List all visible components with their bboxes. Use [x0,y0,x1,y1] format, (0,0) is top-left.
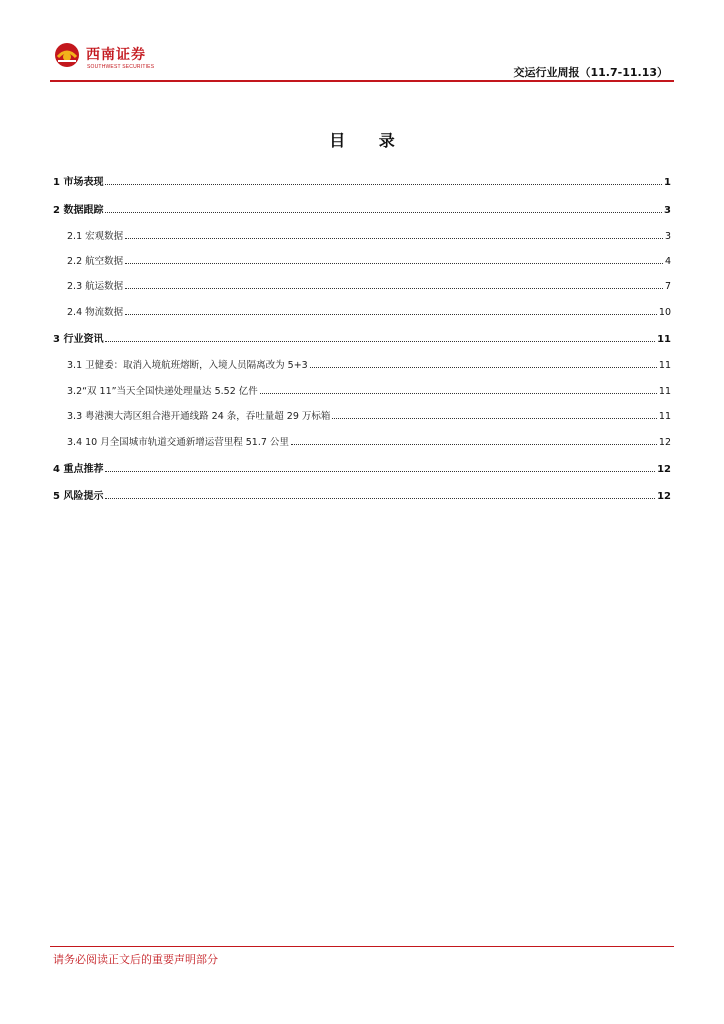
toc-entry[interactable] [67,276,671,292]
toc-entry-label: 3.4 10 月全国城市轨道交通新增运营里程 51.7 公里 [67,437,289,448]
logo-emblem-icon [54,42,80,68]
toc-entry-label: 1 市场表现 [53,177,104,188]
toc-heading: 目 录 [329,131,409,150]
toc-entry[interactable] [53,486,671,502]
toc-dot-leader [105,183,662,185]
brand-name-en: SOUTHWEST SECURITIES [87,64,155,70]
toc-entry-page-number: 3 [664,231,671,242]
toc-dot-leader [125,262,663,264]
toc-dot-leader [260,392,657,394]
toc-entry-label: 2 数据跟踪 [53,205,104,216]
toc-dot-leader [125,237,663,239]
toc-entry-label: 2.1 宏观数据 [67,231,124,242]
toc-dot-leader [310,366,657,368]
toc-entry-page-number: 11 [658,386,671,397]
toc-entry-label: 3.3 粤港澳大湾区组合港开通线路 24 条，吞吐量超 29 万标箱 [67,411,331,422]
toc-dot-leader [125,313,657,315]
toc-entry-page-number: 11 [657,334,671,345]
toc-entry-label: 3 行业资讯 [53,334,104,345]
report-title: 交运行业周报（11.7-11.13） [513,66,668,79]
toc-entry-label: 3.1 卫健委：取消入境航班熔断，入境人员隔离改为 5+3 [67,360,308,371]
toc-dot-leader [105,470,655,472]
toc-entry-page-number: 4 [664,256,671,267]
toc-entry-page-number: 12 [657,491,671,502]
toc-entry[interactable] [53,459,671,475]
toc-entry-label: 2.4 物流数据 [67,307,124,318]
toc-entry-label: 4 重点推荐 [53,464,104,475]
brand-name-cn: 西南证券 [86,47,146,63]
toc-dot-leader [105,497,655,499]
company-logo [54,42,164,74]
toc-entry[interactable] [67,302,671,318]
toc-entry-page-number: 12 [658,437,671,448]
toc-dot-leader [332,417,657,419]
toc-entry[interactable] [67,406,671,422]
toc-entry-page-number: 11 [658,360,671,371]
toc-entry[interactable] [67,226,671,242]
toc-entry[interactable] [53,172,671,188]
toc-entry-page-number: 1 [664,177,671,188]
toc-entry-label: 2.2 航空数据 [67,256,124,267]
toc-entry[interactable] [53,200,671,216]
toc-dot-leader [105,340,655,342]
toc-entry-page-number: 11 [658,411,671,422]
toc-dot-leader [125,287,663,289]
footer-divider [50,946,674,947]
toc-entry-label: 5 风险提示 [53,491,104,502]
header-divider [50,80,674,82]
toc-entry[interactable] [67,432,671,448]
toc-entry-page-number: 7 [664,281,671,292]
toc-dot-leader [291,443,657,445]
toc-entry-page-number: 10 [658,307,671,318]
toc-entry-label: 2.3 航运数据 [67,281,124,292]
toc-entry-label: 3.2“双 11”当天全国快递处理量达 5.52 亿件 [67,386,258,397]
page-header [50,38,674,82]
toc-entry[interactable] [53,329,671,345]
toc-entry[interactable] [67,381,671,397]
toc-entry-page-number: 3 [664,205,671,216]
toc-dot-leader [105,211,662,213]
footer-disclaimer: 请务必阅读正文后的重要声明部分 [53,953,218,966]
toc-entry[interactable] [67,251,671,267]
toc-entry[interactable] [67,355,671,371]
toc-entry-page-number: 12 [657,464,671,475]
